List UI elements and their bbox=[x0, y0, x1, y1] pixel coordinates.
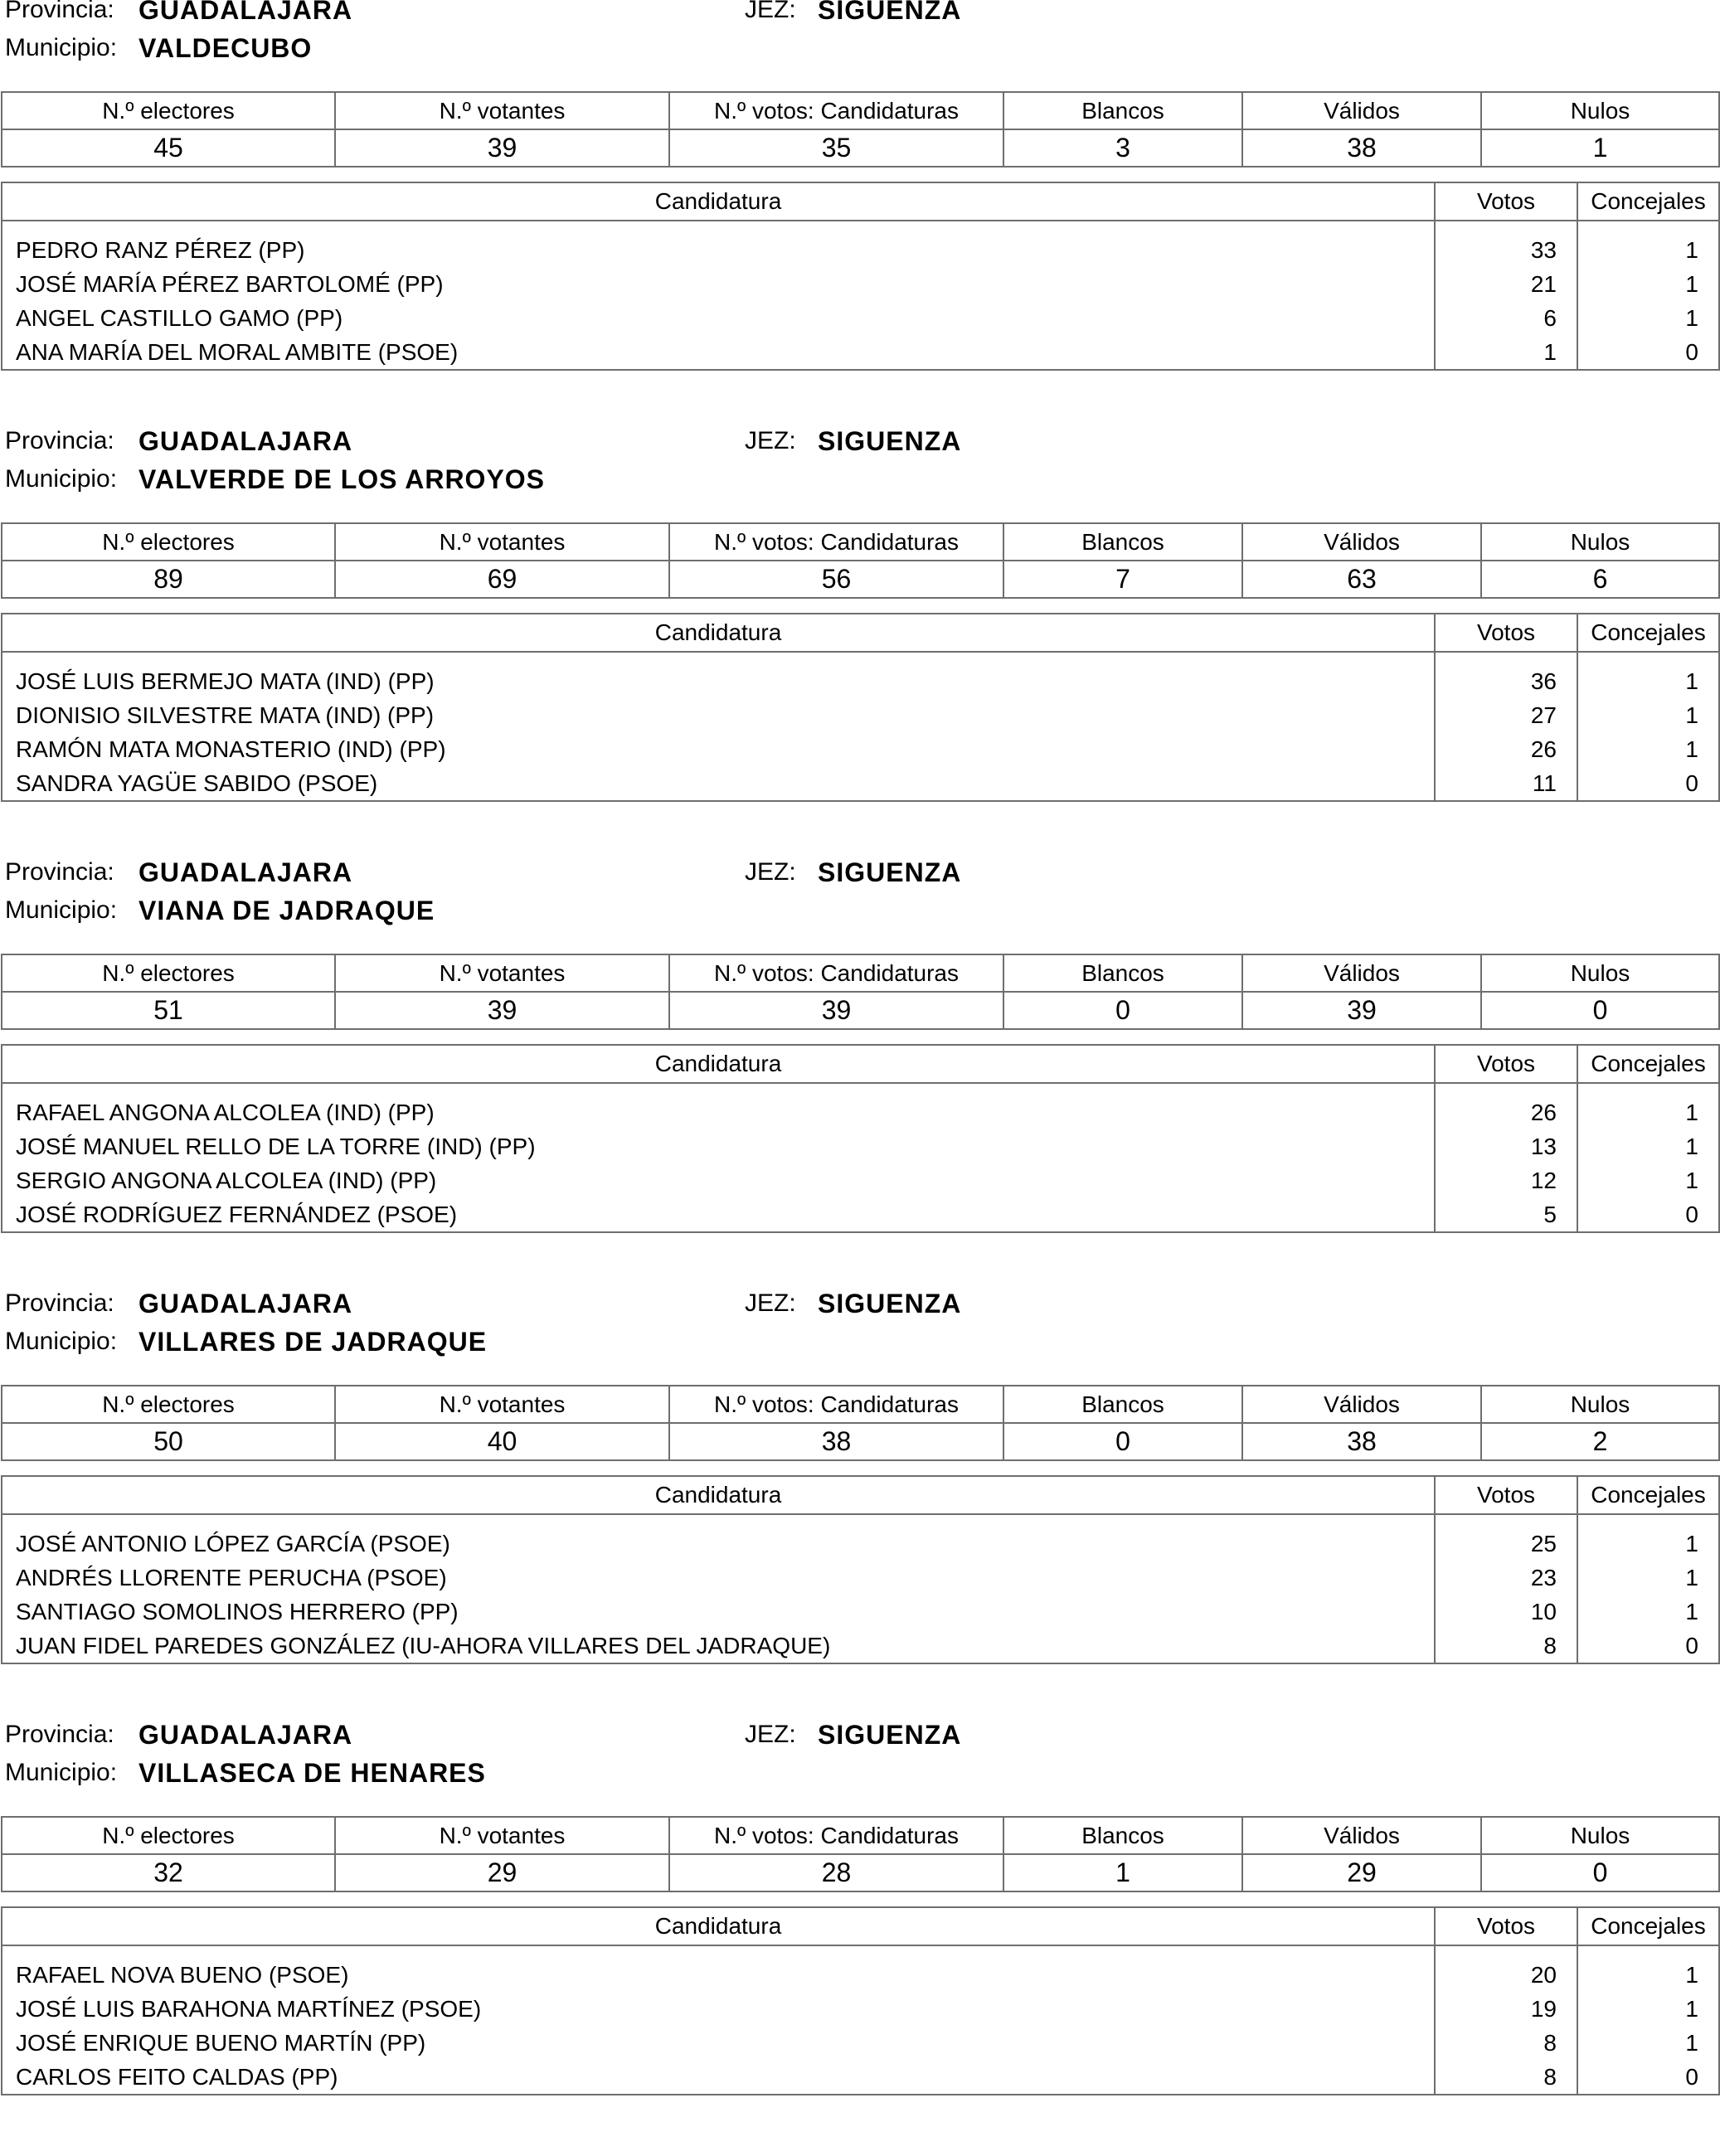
header-votos: Votos bbox=[1435, 1907, 1577, 1945]
candidate-votes: 26 bbox=[1435, 732, 1577, 766]
header-votos: Votos bbox=[1435, 1045, 1577, 1083]
candidate-name: SANDRA YAGÜE SABIDO (PSOE) bbox=[2, 766, 1435, 801]
candidate-name: JUAN FIDEL PAREDES GONZÁLEZ (IU-AHORA VILLARES DEL JADRAQUE) bbox=[2, 1629, 1435, 1663]
municipality-block bbox=[0, 426, 1720, 862]
jez-label: JEZ: bbox=[745, 0, 796, 23]
municipality-block bbox=[0, 1720, 1720, 2156]
candidate-councillors: 1 bbox=[1577, 267, 1719, 301]
value-electores: 89 bbox=[2, 561, 335, 598]
provincia-label: Provincia: bbox=[5, 427, 114, 454]
value-validos: 63 bbox=[1242, 561, 1481, 598]
provincia-label: Provincia: bbox=[5, 1289, 114, 1317]
header-votos-candidaturas: N.º votos: Candidaturas bbox=[669, 92, 1003, 129]
candidate-votes: 6 bbox=[1435, 301, 1577, 335]
value-nulos: 2 bbox=[1481, 1423, 1719, 1460]
candidate-name: CARLOS FEITO CALDAS (PP) bbox=[2, 2060, 1435, 2095]
candidate-row bbox=[2, 1992, 1719, 2026]
value-nulos: 0 bbox=[1481, 992, 1719, 1029]
provincia-value: GUADALAJARA bbox=[138, 426, 353, 456]
municipio-label: Municipio: bbox=[5, 896, 118, 924]
candidate-name: JOSÉ LUIS BARAHONA MARTÍNEZ (PSOE) bbox=[2, 1992, 1435, 2026]
candidate-row bbox=[2, 2060, 1719, 2095]
value-validos: 38 bbox=[1242, 1423, 1481, 1460]
header-validos: Válidos bbox=[1242, 954, 1481, 992]
candidate-row bbox=[2, 221, 1719, 267]
candidate-councillors: 1 bbox=[1577, 652, 1719, 698]
candidate-name: JOSÉ MANUEL RELLO DE LA TORRE (IND) (PP) bbox=[2, 1129, 1435, 1163]
candidate-councillors: 1 bbox=[1577, 1129, 1719, 1163]
header-candidatura: Candidatura bbox=[2, 1045, 1435, 1083]
header-validos: Válidos bbox=[1242, 1817, 1481, 1854]
candidates-header-row bbox=[2, 182, 1719, 221]
candidate-row bbox=[2, 1129, 1719, 1163]
jez-value: SIGUENZA bbox=[818, 1720, 962, 1750]
candidates-table bbox=[1, 1906, 1720, 2095]
value-validos: 39 bbox=[1242, 992, 1481, 1029]
value-votos-candidaturas: 38 bbox=[669, 1423, 1003, 1460]
value-electores: 32 bbox=[2, 1854, 335, 1891]
candidate-name: RAFAEL ANGONA ALCOLEA (IND) (PP) bbox=[2, 1083, 1435, 1129]
candidate-row bbox=[2, 1595, 1719, 1629]
candidate-votes: 19 bbox=[1435, 1992, 1577, 2026]
candidate-councillors: 1 bbox=[1577, 1595, 1719, 1629]
header-nulos: Nulos bbox=[1481, 954, 1719, 992]
candidate-name: DIONISIO SILVESTRE MATA (IND) (PP) bbox=[2, 698, 1435, 732]
jez-label: JEZ: bbox=[745, 1721, 796, 1748]
candidate-name: JOSÉ LUIS BERMEJO MATA (IND) (PP) bbox=[2, 652, 1435, 698]
header-nulos: Nulos bbox=[1481, 92, 1719, 129]
municipio-label: Municipio: bbox=[5, 34, 118, 61]
header-electores: N.º electores bbox=[2, 523, 335, 561]
municipio-value: VIANA DE JADRAQUE bbox=[138, 896, 435, 925]
candidate-votes: 26 bbox=[1435, 1083, 1577, 1129]
provincia-label: Provincia: bbox=[5, 1721, 114, 1748]
header-votantes: N.º votantes bbox=[335, 1386, 669, 1423]
candidate-name: JOSÉ ANTONIO LÓPEZ GARCÍA (PSOE) bbox=[2, 1514, 1435, 1561]
header-votantes: N.º votantes bbox=[335, 954, 669, 992]
candidate-councillors: 0 bbox=[1577, 2060, 1719, 2095]
candidates-header-row bbox=[2, 1907, 1719, 1945]
municipio-label: Municipio: bbox=[5, 465, 118, 493]
candidate-name: JOSÉ RODRÍGUEZ FERNÁNDEZ (PSOE) bbox=[2, 1197, 1435, 1232]
value-validos: 29 bbox=[1242, 1854, 1481, 1891]
value-blancos: 1 bbox=[1003, 1854, 1242, 1891]
candidate-row bbox=[2, 652, 1719, 698]
candidate-councillors: 1 bbox=[1577, 698, 1719, 732]
summary-values-row bbox=[2, 992, 1719, 1029]
value-votos-candidaturas: 39 bbox=[669, 992, 1003, 1029]
candidate-row bbox=[2, 766, 1719, 801]
header-concejales: Concejales bbox=[1577, 182, 1719, 221]
value-votantes: 39 bbox=[335, 992, 669, 1029]
header-electores: N.º electores bbox=[2, 1817, 335, 1854]
summary-header-row bbox=[2, 523, 1719, 561]
header-votos: Votos bbox=[1435, 182, 1577, 221]
municipio-value: VILLARES DE JADRAQUE bbox=[138, 1327, 488, 1357]
candidate-councillors: 1 bbox=[1577, 1514, 1719, 1561]
header-votantes: N.º votantes bbox=[335, 92, 669, 129]
value-votantes: 39 bbox=[335, 129, 669, 167]
value-votos-candidaturas: 35 bbox=[669, 129, 1003, 167]
summary-table bbox=[1, 522, 1720, 599]
candidate-votes: 13 bbox=[1435, 1129, 1577, 1163]
header-blancos: Blancos bbox=[1003, 92, 1242, 129]
municipio-value: VILLASECA DE HENARES bbox=[138, 1758, 486, 1788]
candidate-name: RAFAEL NOVA BUENO (PSOE) bbox=[2, 1945, 1435, 1992]
provincia-value: GUADALAJARA bbox=[138, 0, 353, 25]
summary-header-row bbox=[2, 92, 1719, 129]
summary-table bbox=[1, 1816, 1720, 1892]
candidate-councillors: 1 bbox=[1577, 1992, 1719, 2026]
value-nulos: 1 bbox=[1481, 129, 1719, 167]
candidate-councillors: 1 bbox=[1577, 2026, 1719, 2060]
candidates-header-row bbox=[2, 614, 1719, 652]
jez-value: SIGUENZA bbox=[818, 857, 962, 887]
jez-value: SIGUENZA bbox=[818, 0, 962, 25]
header-candidatura: Candidatura bbox=[2, 182, 1435, 221]
value-votos-candidaturas: 28 bbox=[669, 1854, 1003, 1891]
jez-label: JEZ: bbox=[745, 427, 796, 454]
candidate-councillors: 1 bbox=[1577, 1945, 1719, 1992]
summary-values-row bbox=[2, 561, 1719, 598]
candidate-row bbox=[2, 732, 1719, 766]
candidate-row bbox=[2, 1945, 1719, 1992]
summary-header-row bbox=[2, 954, 1719, 992]
provincia-value: GUADALAJARA bbox=[138, 1289, 353, 1318]
value-validos: 38 bbox=[1242, 129, 1481, 167]
candidate-name: JOSÉ ENRIQUE BUENO MARTÍN (PP) bbox=[2, 2026, 1435, 2060]
header-candidatura: Candidatura bbox=[2, 1476, 1435, 1514]
candidate-votes: 23 bbox=[1435, 1561, 1577, 1595]
candidate-votes: 20 bbox=[1435, 1945, 1577, 1992]
jez-value: SIGUENZA bbox=[818, 1289, 962, 1318]
value-blancos: 0 bbox=[1003, 1423, 1242, 1460]
municipality-block bbox=[0, 857, 1720, 1294]
header-validos: Válidos bbox=[1242, 523, 1481, 561]
candidates-header-row bbox=[2, 1476, 1719, 1514]
header-concejales: Concejales bbox=[1577, 1476, 1719, 1514]
municipio-label: Municipio: bbox=[5, 1328, 118, 1355]
header-nulos: Nulos bbox=[1481, 523, 1719, 561]
candidate-votes: 21 bbox=[1435, 267, 1577, 301]
provincia-label: Provincia: bbox=[5, 858, 114, 886]
header-blancos: Blancos bbox=[1003, 1386, 1242, 1423]
candidate-row bbox=[2, 2026, 1719, 2060]
candidate-votes: 27 bbox=[1435, 698, 1577, 732]
header-votos-candidaturas: N.º votos: Candidaturas bbox=[669, 1817, 1003, 1854]
candidate-councillors: 0 bbox=[1577, 335, 1719, 370]
summary-values-row bbox=[2, 1423, 1719, 1460]
candidate-votes: 25 bbox=[1435, 1514, 1577, 1561]
value-votantes: 40 bbox=[335, 1423, 669, 1460]
municipio-label: Municipio: bbox=[5, 1759, 118, 1786]
value-votantes: 29 bbox=[335, 1854, 669, 1891]
value-nulos: 0 bbox=[1481, 1854, 1719, 1891]
candidate-votes: 33 bbox=[1435, 221, 1577, 267]
value-electores: 50 bbox=[2, 1423, 335, 1460]
candidate-councillors: 1 bbox=[1577, 1083, 1719, 1129]
candidate-row bbox=[2, 1083, 1719, 1129]
candidate-councillors: 0 bbox=[1577, 1629, 1719, 1663]
header-votos: Votos bbox=[1435, 614, 1577, 652]
header-votos: Votos bbox=[1435, 1476, 1577, 1514]
header-electores: N.º electores bbox=[2, 954, 335, 992]
candidate-row bbox=[2, 267, 1719, 301]
provincia-value: GUADALAJARA bbox=[138, 1720, 353, 1750]
candidate-name: ANGEL CASTILLO GAMO (PP) bbox=[2, 301, 1435, 335]
candidates-table bbox=[1, 1044, 1720, 1233]
candidate-name: ANDRÉS LLORENTE PERUCHA (PSOE) bbox=[2, 1561, 1435, 1595]
header-votantes: N.º votantes bbox=[335, 523, 669, 561]
candidate-votes: 8 bbox=[1435, 2060, 1577, 2095]
summary-header-row bbox=[2, 1386, 1719, 1423]
header-votantes: N.º votantes bbox=[335, 1817, 669, 1854]
candidate-councillors: 1 bbox=[1577, 1561, 1719, 1595]
candidate-votes: 10 bbox=[1435, 1595, 1577, 1629]
header-candidatura: Candidatura bbox=[2, 1907, 1435, 1945]
value-blancos: 0 bbox=[1003, 992, 1242, 1029]
value-nulos: 6 bbox=[1481, 561, 1719, 598]
header-candidatura: Candidatura bbox=[2, 614, 1435, 652]
header-blancos: Blancos bbox=[1003, 954, 1242, 992]
candidate-votes: 12 bbox=[1435, 1163, 1577, 1197]
value-blancos: 3 bbox=[1003, 129, 1242, 167]
candidate-row bbox=[2, 1197, 1719, 1232]
candidate-name: JOSÉ MARÍA PÉREZ BARTOLOMÉ (PP) bbox=[2, 267, 1435, 301]
candidate-councillors: 1 bbox=[1577, 221, 1719, 267]
candidate-councillors: 1 bbox=[1577, 732, 1719, 766]
municipio-value: VALDECUBO bbox=[138, 33, 313, 63]
header-votos-candidaturas: N.º votos: Candidaturas bbox=[669, 1386, 1003, 1423]
value-votantes: 69 bbox=[335, 561, 669, 598]
municipality-block bbox=[0, 0, 1720, 431]
candidate-councillors: 1 bbox=[1577, 301, 1719, 335]
candidate-votes: 5 bbox=[1435, 1197, 1577, 1232]
candidate-councillors: 1 bbox=[1577, 1163, 1719, 1197]
header-electores: N.º electores bbox=[2, 1386, 335, 1423]
value-votos-candidaturas: 56 bbox=[669, 561, 1003, 598]
candidate-councillors: 0 bbox=[1577, 766, 1719, 801]
candidate-name: ANA MARÍA DEL MORAL AMBITE (PSOE) bbox=[2, 335, 1435, 370]
summary-values-row bbox=[2, 1854, 1719, 1891]
jez-label: JEZ: bbox=[745, 858, 796, 886]
summary-table bbox=[1, 954, 1720, 1030]
candidate-row bbox=[2, 1163, 1719, 1197]
header-electores: N.º electores bbox=[2, 92, 335, 129]
candidate-row bbox=[2, 1514, 1719, 1561]
header-concejales: Concejales bbox=[1577, 1045, 1719, 1083]
candidates-table bbox=[1, 182, 1720, 371]
candidates-table bbox=[1, 1475, 1720, 1664]
jez-value: SIGUENZA bbox=[818, 426, 962, 456]
candidate-name: SERGIO ANGONA ALCOLEA (IND) (PP) bbox=[2, 1163, 1435, 1197]
candidate-row bbox=[2, 1629, 1719, 1663]
value-electores: 45 bbox=[2, 129, 335, 167]
candidate-votes: 1 bbox=[1435, 335, 1577, 370]
municipio-value: VALVERDE DE LOS ARROYOS bbox=[138, 464, 546, 494]
header-blancos: Blancos bbox=[1003, 1817, 1242, 1854]
candidate-name: SANTIAGO SOMOLINOS HERRERO (PP) bbox=[2, 1595, 1435, 1629]
candidate-votes: 11 bbox=[1435, 766, 1577, 801]
summary-header-row bbox=[2, 1817, 1719, 1854]
candidate-votes: 8 bbox=[1435, 1629, 1577, 1663]
header-blancos: Blancos bbox=[1003, 523, 1242, 561]
candidate-row bbox=[2, 1561, 1719, 1595]
candidates-header-row bbox=[2, 1045, 1719, 1083]
candidate-councillors: 0 bbox=[1577, 1197, 1719, 1232]
candidate-votes: 8 bbox=[1435, 2026, 1577, 2060]
candidate-row bbox=[2, 301, 1719, 335]
provincia-value: GUADALAJARA bbox=[138, 857, 353, 887]
municipality-block bbox=[0, 1289, 1720, 1725]
value-electores: 51 bbox=[2, 992, 335, 1029]
header-nulos: Nulos bbox=[1481, 1817, 1719, 1854]
header-votos-candidaturas: N.º votos: Candidaturas bbox=[669, 523, 1003, 561]
header-concejales: Concejales bbox=[1577, 1907, 1719, 1945]
candidate-name: RAMÓN MATA MONASTERIO (IND) (PP) bbox=[2, 732, 1435, 766]
summary-values-row bbox=[2, 129, 1719, 167]
value-blancos: 7 bbox=[1003, 561, 1242, 598]
candidates-table bbox=[1, 613, 1720, 802]
header-nulos: Nulos bbox=[1481, 1386, 1719, 1423]
jez-label: JEZ: bbox=[745, 1289, 796, 1317]
candidate-row bbox=[2, 698, 1719, 732]
summary-table bbox=[1, 91, 1720, 168]
provincia-label: Provincia: bbox=[5, 0, 114, 23]
header-concejales: Concejales bbox=[1577, 614, 1719, 652]
candidate-name: PEDRO RANZ PÉREZ (PP) bbox=[2, 221, 1435, 267]
summary-table bbox=[1, 1385, 1720, 1461]
header-validos: Válidos bbox=[1242, 92, 1481, 129]
header-validos: Válidos bbox=[1242, 1386, 1481, 1423]
candidate-votes: 36 bbox=[1435, 652, 1577, 698]
header-votos-candidaturas: N.º votos: Candidaturas bbox=[669, 954, 1003, 992]
candidate-row bbox=[2, 335, 1719, 370]
